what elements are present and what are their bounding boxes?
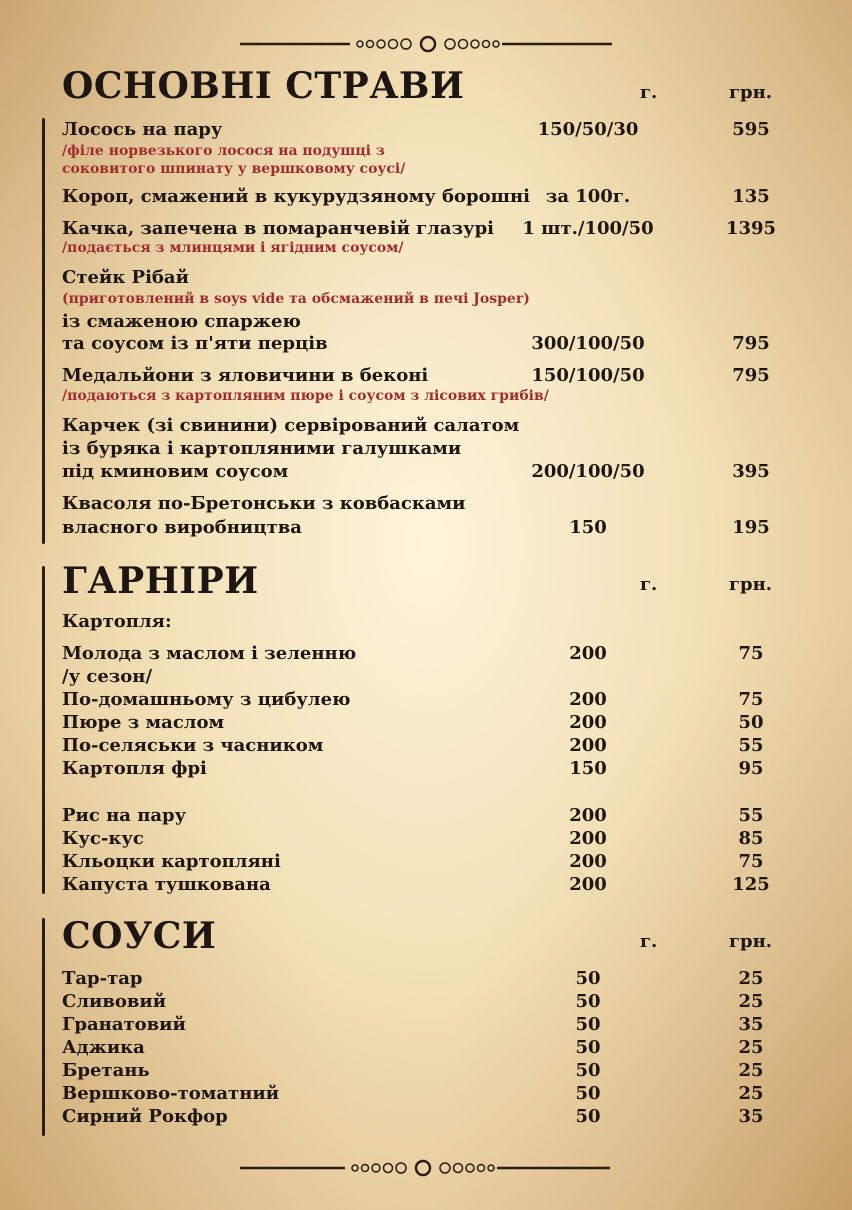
menu-item bbox=[62, 1036, 790, 1059]
item-weight: 50 bbox=[575, 991, 601, 1012]
item-name: Кус-кус bbox=[62, 828, 144, 849]
menu-item bbox=[62, 757, 790, 780]
dish-description bbox=[62, 141, 790, 161]
col-head-price-main: грн. bbox=[729, 82, 773, 103]
item-price: 75 bbox=[738, 851, 764, 872]
item-weight: 200 bbox=[569, 874, 607, 895]
item-price: 25 bbox=[738, 1083, 764, 1104]
item-price: 55 bbox=[738, 735, 764, 756]
menu-item bbox=[62, 1105, 790, 1128]
item-name: По-селяськи з часником bbox=[62, 735, 324, 756]
menu-item bbox=[62, 610, 790, 633]
item-price: 135 bbox=[732, 186, 770, 207]
item-name: Сливовий bbox=[62, 991, 167, 1012]
item-weight: 1 шт./100/50 bbox=[522, 218, 654, 239]
item-weight: 200 bbox=[569, 828, 607, 849]
description-text: /подаються з картопляним пюре і соусом з лісових грибів/ bbox=[62, 388, 549, 404]
left-divider-sides bbox=[42, 566, 45, 894]
item-price: 795 bbox=[732, 365, 770, 386]
item-weight: за 100г. bbox=[545, 186, 631, 207]
item-name: Сирний Рокфор bbox=[62, 1106, 228, 1127]
description-text: (приготовлений в soys vide та обсмажений в печі Josper) bbox=[62, 291, 530, 307]
item-weight: 200 bbox=[569, 689, 607, 710]
item-name: Квасоля по-Бретонськи з ковбасками bbox=[62, 493, 466, 514]
item-price: 125 bbox=[732, 874, 770, 895]
item-price: 75 bbox=[738, 643, 764, 664]
item-name: та соусом із п'яти перців bbox=[62, 333, 328, 354]
menu-item bbox=[62, 711, 790, 734]
item-weight: 200 bbox=[569, 712, 607, 733]
description-text: /філе норвезького лосося на подушці з bbox=[62, 143, 385, 159]
item-price: 75 bbox=[738, 689, 764, 710]
item-price: 50 bbox=[738, 712, 764, 733]
item-price: 795 bbox=[732, 333, 770, 354]
bottom-ornament bbox=[0, 1156, 852, 1180]
item-price: 85 bbox=[738, 828, 764, 849]
menu-item bbox=[62, 967, 790, 990]
item-weight: 150/50/30 bbox=[537, 119, 639, 140]
item-price: 35 bbox=[738, 1106, 764, 1127]
item-name: По-домашньому з цибулею bbox=[62, 689, 351, 710]
item-weight: 300/100/50 bbox=[531, 333, 645, 354]
item-name: Картопля фрі bbox=[62, 758, 207, 779]
item-name: власного виробництва bbox=[62, 517, 302, 538]
item-price: 395 bbox=[732, 461, 770, 482]
item-price: 25 bbox=[738, 1060, 764, 1081]
dish-description bbox=[62, 386, 790, 406]
dish-description bbox=[62, 238, 790, 258]
item-weight: 50 bbox=[575, 1037, 601, 1058]
section-title-sauces: СОУСИ bbox=[62, 915, 217, 957]
menu-item bbox=[62, 734, 790, 757]
item-name: Качка, запечена в помаранчевій глазурі bbox=[62, 218, 494, 239]
item-name: /у сезон/ bbox=[62, 666, 153, 687]
item-name: Тар-тар bbox=[62, 968, 143, 989]
menu-item bbox=[62, 873, 790, 896]
item-price: 25 bbox=[738, 968, 764, 989]
menu-item bbox=[62, 460, 790, 483]
menu-item bbox=[62, 332, 790, 355]
item-name: під кминовим соусом bbox=[62, 461, 289, 482]
item-weight: 150 bbox=[569, 517, 607, 538]
col-head-weight-main: г. bbox=[640, 82, 658, 103]
item-name: Короп, смажений в кукурудзяному борошні bbox=[62, 186, 530, 207]
item-name: із смаженою спаржею bbox=[62, 311, 301, 332]
item-name: із буряка і картопляними галушками bbox=[62, 438, 462, 459]
item-price: 55 bbox=[738, 805, 764, 826]
item-weight: 50 bbox=[575, 1014, 601, 1035]
item-name: Карчек (зі свинини) сервірований салатом bbox=[62, 415, 520, 436]
item-name: Бретань bbox=[62, 1060, 150, 1081]
menu-item bbox=[62, 1082, 790, 1105]
description-text: /подається з млинцями і ягідним соусом/ bbox=[62, 240, 404, 256]
left-divider-sauces bbox=[42, 918, 45, 1136]
menu-item bbox=[62, 990, 790, 1013]
item-name: Кльоцки картопляні bbox=[62, 851, 281, 872]
menu-item bbox=[62, 310, 790, 333]
item-weight: 50 bbox=[575, 1060, 601, 1081]
dish-description bbox=[62, 289, 790, 309]
top-ornament bbox=[0, 32, 852, 56]
item-name: Вершково-томатний bbox=[62, 1083, 280, 1104]
item-price: 595 bbox=[732, 119, 770, 140]
col-head-price-sides: грн. bbox=[729, 574, 773, 595]
item-price: 25 bbox=[738, 1037, 764, 1058]
left-divider-main bbox=[42, 118, 45, 544]
item-name: Капуста тушкована bbox=[62, 874, 271, 895]
item-name: Медальйони з яловичини в беконі bbox=[62, 365, 429, 386]
item-name: Пюре з маслом bbox=[62, 712, 225, 733]
menu-item bbox=[62, 266, 790, 289]
menu-item bbox=[62, 1013, 790, 1036]
item-name: Молода з маслом і зеленню bbox=[62, 643, 357, 664]
item-price: 25 bbox=[738, 991, 764, 1012]
col-head-price-sauces: грн. bbox=[729, 931, 773, 952]
menu-item bbox=[62, 850, 790, 873]
col-head-weight-sauces: г. bbox=[640, 931, 658, 952]
menu-item bbox=[62, 827, 790, 850]
item-price: 195 bbox=[732, 517, 770, 538]
menu-item bbox=[62, 804, 790, 827]
menu-item bbox=[62, 217, 790, 240]
menu-item bbox=[62, 437, 790, 460]
item-name: Лосось на пару bbox=[62, 119, 223, 140]
item-name: Рис на пару bbox=[62, 805, 187, 826]
item-name: Стейк Рібай bbox=[62, 267, 189, 288]
item-weight: 200 bbox=[569, 735, 607, 756]
menu-item bbox=[62, 364, 790, 387]
section-title-sides: ГАРНІРИ bbox=[62, 560, 259, 602]
menu-item bbox=[62, 414, 790, 437]
menu-item bbox=[62, 665, 790, 688]
item-weight: 150 bbox=[569, 758, 607, 779]
description-text: соковитого шпинату у вершковому соусі/ bbox=[62, 161, 406, 177]
item-weight: 150/100/50 bbox=[531, 365, 645, 386]
item-name: Гранатовий bbox=[62, 1014, 186, 1035]
item-weight: 200 bbox=[569, 851, 607, 872]
menu-item bbox=[62, 118, 790, 141]
item-name: Картопля: bbox=[62, 611, 172, 632]
item-name: Аджика bbox=[62, 1037, 145, 1058]
menu-item bbox=[62, 1059, 790, 1082]
item-weight: 200 bbox=[569, 643, 607, 664]
item-price: 1395 bbox=[725, 218, 777, 239]
menu-item bbox=[62, 642, 790, 665]
item-weight: 200 bbox=[569, 805, 607, 826]
section-title-main: ОСНОВНІ СТРАВИ bbox=[62, 65, 465, 107]
item-weight: 200/100/50 bbox=[531, 461, 645, 482]
item-weight: 50 bbox=[575, 1083, 601, 1104]
col-head-weight-sides: г. bbox=[640, 574, 658, 595]
menu-item bbox=[62, 688, 790, 711]
dish-description bbox=[62, 159, 790, 179]
menu-item bbox=[62, 185, 790, 208]
item-price: 35 bbox=[738, 1014, 764, 1035]
item-weight: 50 bbox=[575, 1106, 601, 1127]
menu-item bbox=[62, 516, 790, 539]
item-weight: 50 bbox=[575, 968, 601, 989]
menu-item bbox=[62, 492, 790, 515]
item-price: 95 bbox=[738, 758, 764, 779]
